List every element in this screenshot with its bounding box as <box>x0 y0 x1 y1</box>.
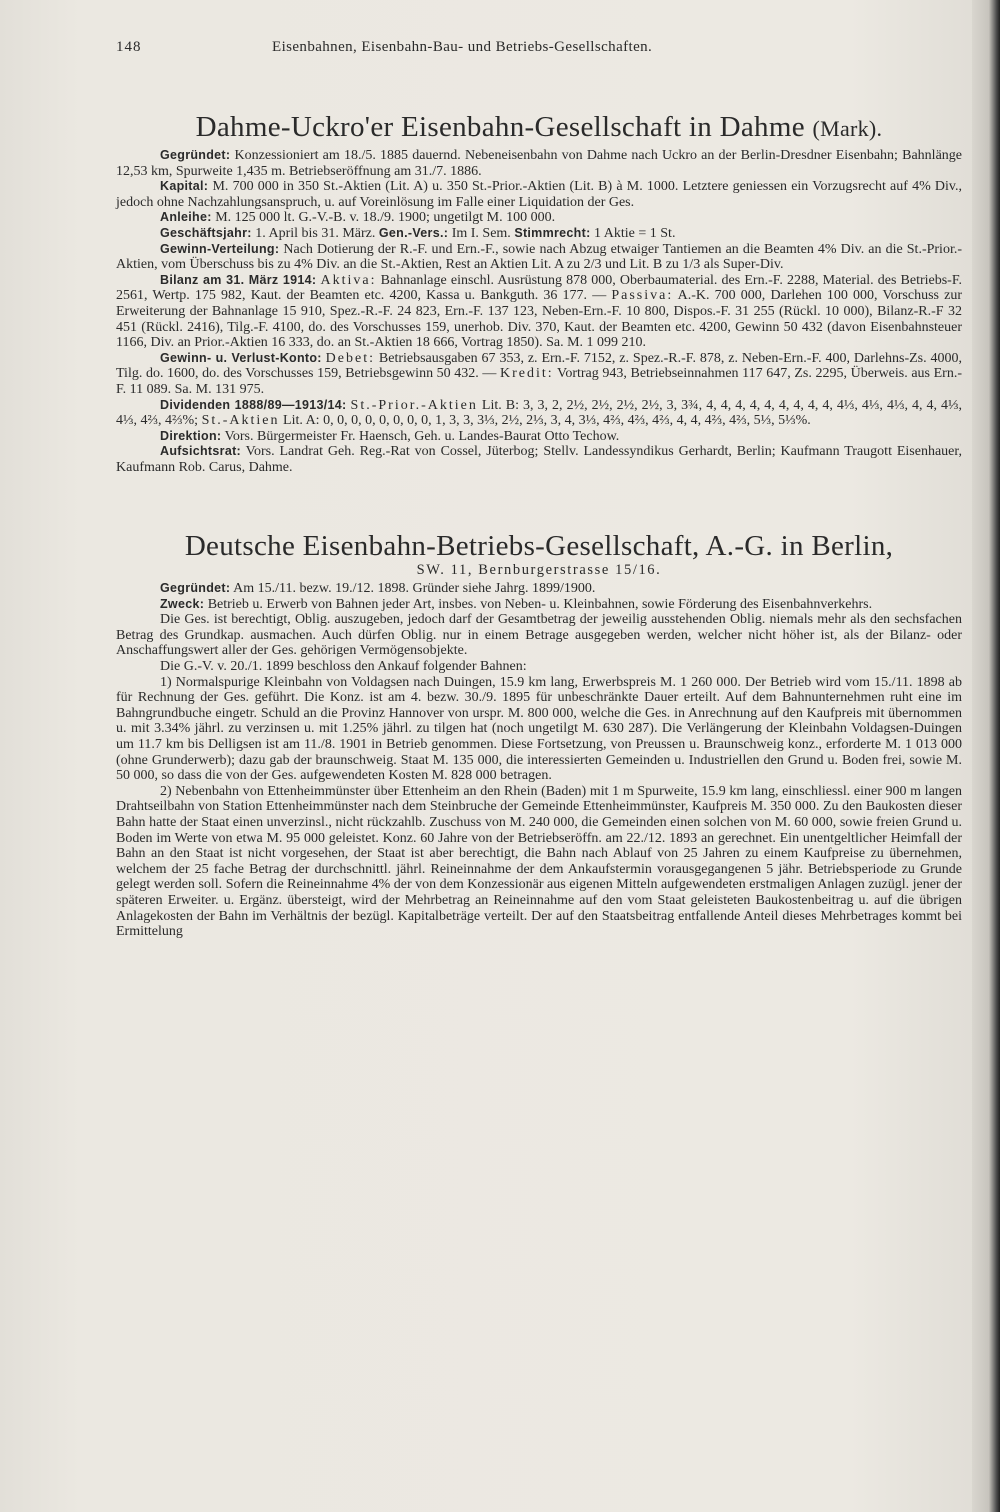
company1-dividenden: Dividenden 1888/89—1913/14: St.-Prior.-Aktien Lit. B: 3, 3, 2, 2½, 2½, 2½, 2½, 3, 3¾, 4, 4, 4, 4, 4, 4, 4, 4, 4, 4⅓, 4⅓, 4⅓, 4, 4, 4⅓, 4⅓, 4⅔, 4⅔%; St.-Aktien Lit. A: 0, 0, 0, 0, 0, 0, 0, 0, 1, 3, 3, 3⅓, 2½, 2⅓, 3, 4, 3⅓, 4⅔, 4⅔, 4⅔, 4, 4, 4⅔, 4⅔, 5⅓, 5⅓%. <box>116 397 963 429</box>
company1-gewinn-verteilung: Gewinn-Verteilung: Nach Dotierung der R.-F. und Ern.-F., sowie nach Abzug etwaiger Tantiemen an die Beamten 4% Div. an die St.-Prior.-Aktien, vom Überschuss bis zu 4% Div. an die St.-Aktien, Rest an Aktien Lit. A zu 2/3 und Lit. B zu 1/3 als Super-Div. <box>116 241 962 273</box>
company1-kapital: Kapital: M. 700 000 in 350 St.-Aktien (Lit. A) u. 350 St.-Prior.-Aktien (Lit. B) à M. 1000. Letztere geniessen ein Vorzugsrecht auf 4% Div., jedoch ohne Nachzahlungsanspruch, u. auf Voreinlösung im Falle einer Liquidation der Ges. <box>116 179 963 210</box>
page-content <box>116 40 962 940</box>
company1-title-suffix: (Mark). <box>812 116 883 141</box>
company1-geschaeftsjahr: Geschäftsjahr: 1. April bis 31. März. Gen.-Vers.: Im I. Sem. Stimmrecht: 1 Aktie = 1 St. <box>160 225 676 241</box>
company2-zweck: Zweck: Betrieb u. Erwerb von Bahnen jeder Art, insbes. von Neben- u. Kleinbahnen, sowie Förderung des Eisenbahnverkehrs. <box>160 596 873 612</box>
company1-direktion: Direktion: Vors. Bürgermeister Fr. Haensch, Geh. u. Landes-Baurat Otto Techow. <box>160 428 620 444</box>
page-header <box>116 40 962 64</box>
company2-title: Deutsche Eisenbahn-Betriebs-Gesellschaft, A.-G. in Berlin, <box>184 530 894 563</box>
company1-guv: Gewinn- u. Verlust-Konto: Debet: Betriebsausgaben 67 353, z. Ern.-F. 7152, z. Spez.-R.-F. 878, z. Neben-Ern.-F. 400, Darlehns-Zs. 4000, Tilg. do. 1600, do. des Vorschusses 159, Betriebsgewinn 50 432. — Kredit: Vortrag 943, Betriebseinnahmen 117 647, Zs. 2295, Überweis. aus Ern.-F. 11 089. Sa. M. 131 975. <box>116 350 963 397</box>
company2-paragraph-1: Die Ges. ist berechtigt, Oblig. auszugeben, jedoch darf der Gesamtbetrag der jeweilig ausstehenden Oblig. niemals mehr als den sechsfachen Betrag des Grundkap. ausmachen. Auch dürfen Oblig. nur in einem Betrage ausgegeben werden, welcher nicht höher ist, als der Bilanz- oder Anschaffungswert aller der Ges. gehörigen Vermögensobjekte. <box>116 612 962 659</box>
book-spine-shadow <box>972 0 1000 1512</box>
company1-aufsichtsrat: Aufsichtsrat: Vors. Landrat Geh. Reg.-Rat von Cossel, Jüterbog; Stellv. Landessyndikus Gerhardt, Berlin; Kaufmann Traugott Eisenhauer, Kaufmann Rob. Carus, Dahme. <box>116 444 962 475</box>
running-title: Eisenbahnen, Eisenbahn-Bau- und Betriebs-Gesellschaften. <box>272 39 653 55</box>
company2-address: SW. 11, Bernburgerstrasse 15/16. <box>416 562 662 579</box>
company2-paragraph-3: 1) Normalspurige Kleinbahn von Voldagsen nach Duingen, 15.9 km lang, Erwerbspreis M. 1 260 000. Der Betrieb wird vom 15./11. 1898 ab für Rechnung der Ges. geführt. Die Konz. ist am 4. bezw. 30./9. 1895 für unbeschränkte Dauer erteilt. Auf dem Bahnunternehmen ruht eine im Bahngrundbuche eingetr. Schuld an die Provinz Hannover von urspr. M. 800 000, welche die Ges. in Anrechnung auf den Kaufpreis mit übernommen u. mit 3.34% jährl. zu verzinsen u. mit 1.25% jährl. zu tilgen hat (noch ungetilgt M. 630 287). Die Verlängerung der Kleinbahn Voldagsen-Duingen um 11.7 km bis Delligsen ist am 11./8. 1901 in Betrieb genommen. Diese Fortsetzung, von Preussen u. Braunschweig konz., erforderte M. 1 013 000 (ohne Grunderwerb); dazu gab der braunschweig. Staat M. 135 000, die interessierten Gemeinden u. Industriellen den Grund u. Boden frei, sowie M. 50 000, so dass die von der Ges. aufgewendeten Kosten M. 828 000 betragen. <box>116 674 962 784</box>
company2-paragraph-2: Die G.-V. v. 20./1. 1899 beschloss den Ankauf folgender Bahnen: <box>160 659 527 675</box>
company1-bilanz: Bilanz am 31. März 1914: Aktiva: Bahnanlage einschl. Ausrüstung 878 000, Oberbaumaterial. des Ern.-F. 2288, Material. des Betriebs-F. 2561, Wertp. 175 982, Kaut. der Beamten etc. 4200, Kassa u. Bankguth. 36 177. — Passiva: A.-K. 700 000, Darlehen 100 000, Vorschuss zur Erweiterung der Bahnanlage 15 910, Spez.-R.-F. 24 823, Ern.-F. 137 123, Neben-Ern.-F. 10 800, Dispos.-F. 31 255 (Rückl. 10 000), Bilanz-R.-F 32 451 (Rückl. 2416), Tilg.-F. 4100, do. des Vorschusses 159, unerhob. Div. 370, Kaut. der Beamten etc. 4200, Gewinn 50 432 (davon Eisenbahnsteuer 1166, Div. an Prior.-Aktien 16 333, do. an St.-Aktien 18 666, Vortrag 1850). Sa. M. 1 099 210. <box>116 272 963 351</box>
company1-anleihe: Anleihe: M. 125 000 lt. G.-V.-B. v. 18./9. 1900; ungetilgt M. 100 000. <box>160 210 556 226</box>
company1-title-main: Dahme-Uckro'er Eisenbahn-Gesellschaft in Dahme <box>195 111 805 143</box>
company2-gegruendet: Gegründet: Am 15./11. bezw. 19./12. 1898. Gründer siehe Jahrg. 1899/1900. <box>160 581 596 597</box>
company1-gegruendet: Gegründet: Konzessioniert am 18./5. 1885 dauernd. Nebeneisenbahn von Dahme nach Uckro an der Berlin-Dresdner Eisenbahn; Bahnlänge 12,53 km, Spurweite 1,435 m. Betriebseröffnung am 31./7. 1886. <box>116 148 962 179</box>
company2-paragraph-4: 2) Nebenbahn von Ettenheimmünster über Ettenheim an den Rhein (Baden) mit 1 m Spurweite, 15.9 km lang, einschliessl. einer 900 m langen Drahtseilbahn von Station Ettenheimmünster nach dem Steinbruche der Gemeinde Ettenheimmünster, Kaufpreis M. 350 000. Zu den Baukosten dieser Bahn hatte der Staat einen unverzinsl., nicht rückzahlb. Zuschuss von M. 240 000, die Gemeinden einen solchen von M. 60 000, sowie freien Grund u. Boden im Werte von etwa M. 95 000 geleistet. Konz. 60 Jahre von der Betriebseröffn. am 22./12. 1893 an gerechnet. Ein unentgeltlicher Heimfall der Bahn an den Staat ist nicht vorgesehen, der Staat ist aber berechtigt, die Bahn nach Ablauf von 25 Jahren zu einem Kaufpreise zu übernehmen, welchem der 25 fache Betrag der durchschnittl. jährl. Reineinnahme der dem Ankaufstermin vorausgegangenen 5 jähr. Betriebsperiode zu Grunde gelegt werden soll. Sofern die Reineinnahme 4% der von dem Konzessionär aus eigenen Mitteln aufgewendeten erstmaligen Anlagen zuzügl. jener der späteren Erweiter. u. Ergänz. übersteigt, wird der Mehrbetrag an Reineinnahme auf den vom Staat geleisteten Baukostenbeitrag u. auf die übrigen Anlagekosten der Bahn im Verhältnis der bezügl. Kapitalbeträge verteilt. Der auf den Staatsbeitrag entfallende Anteil dieses Mehrbetrages kommt bei Ermittelung <box>116 783 962 940</box>
page-number: 148 <box>116 39 142 55</box>
company1-title <box>116 110 962 146</box>
